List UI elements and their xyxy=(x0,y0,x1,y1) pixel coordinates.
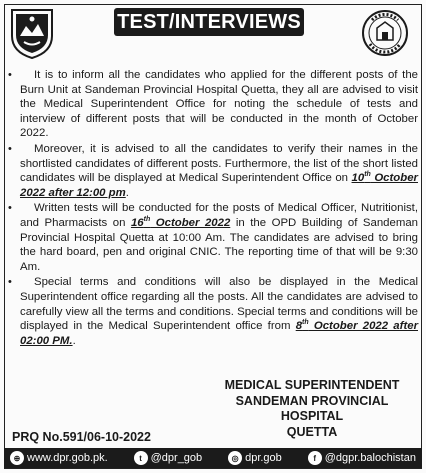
bullet-icon: • xyxy=(8,202,12,215)
social-instagram-text: dpr.gob xyxy=(245,452,282,464)
social-instagram[interactable] xyxy=(228,451,282,465)
bullet-icon: • xyxy=(8,142,12,155)
notice-body xyxy=(8,68,418,349)
social-facebook-text: @dgpr.balochistan xyxy=(324,452,416,464)
bullet-icon: • xyxy=(8,276,12,289)
paragraph-text: Moreover, it is advised to all the candidates to verify their names in the shortlisted candidates of different posts. Furthermore, the list of the short listed candidates will be displayed at Medical Superintendent Office on xyxy=(20,142,418,185)
social-website[interactable] xyxy=(10,451,108,465)
paragraph-4: • Special terms and conditions will also be displayed in the Medical Superintendent office regarding all the posts. All the candidates are advised to carefully view all the terms and conditions. Special terms and conditions will be displayed in the Medical Superintendent office from 8th October 2022 after 02:00 PM.. xyxy=(8,276,418,347)
hospital-seal-logo xyxy=(360,6,410,60)
paragraph-text: Written tests will be conducted for the posts of Medical Officer, Nutritionist, and Pharmacists on xyxy=(20,202,418,229)
title-banner xyxy=(114,8,304,36)
balochistan-government-logo xyxy=(6,6,58,60)
paragraph-2: • Moreover, it is advised to all the candidates to verify their names in the shortlisted candidates of different posts. Furthermore, the list of the short listed candidates will be displayed at Medical Superintendent Office on 10th October 2022 after 12:00 pm. xyxy=(8,142,418,199)
paragraph-1 xyxy=(8,68,418,141)
page-title: TEST/INTERVIEWS xyxy=(117,10,301,33)
social-twitter-text: @dpr_gob xyxy=(150,452,203,464)
date-highlight: 10th October 2022 after 12:00 pm xyxy=(20,171,418,199)
prq-number: PRQ No.591/06-10-2022 xyxy=(12,430,151,444)
date-highlight: 8th October 2022 after 02:00 PM. xyxy=(20,319,418,347)
signature-city: QUETTA xyxy=(286,424,338,439)
social-website-text: www.dpr.gob.pk. xyxy=(27,452,108,464)
paragraph-text: Special terms and conditions will also be displayed in the Medical Superintendent office regarding all the posts. All the candidates are advised to carefully view all the terms and conditions. Special terms and conditions will be displayed in the Medical Superintendent office from xyxy=(20,276,418,333)
signature-block xyxy=(212,378,412,440)
signature-title: MEDICAL SUPERINTENDENT xyxy=(224,378,400,392)
paragraph-3: • Written tests will be conducted for the posts of Medical Officer, Nutritionist, and Pharmacists on 16th October 2022 in the OPD Building of Sandeman Provincial Hospital Quetta at 10:00 Am. The candidates are advised to bring the hard board, pen and original CNIC. The reporting time of that will be 9:30 Am. xyxy=(8,202,418,273)
social-facebook[interactable] xyxy=(308,451,416,465)
paragraph-text: It is to inform all the candidates who applied for the different posts of the Burn Unit at Sandeman Provincial Hospital Quetta, they all are advised to visit the Medical Superintendent Office for noting the schedule of tests and interview of different posts that will be conducted in the month of October 2022. xyxy=(20,69,418,140)
globe-icon: ⊕ xyxy=(10,451,24,465)
twitter-icon: t xyxy=(134,451,148,465)
facebook-icon: f xyxy=(308,451,322,465)
bullet-icon: • xyxy=(8,69,12,81)
social-twitter[interactable] xyxy=(134,451,203,465)
date-highlight: 16th October 2022 xyxy=(130,216,231,229)
footer-block xyxy=(8,378,418,446)
header xyxy=(6,6,420,66)
instagram-icon: ◎ xyxy=(228,451,242,465)
signature-hospital: SANDEMAN PROVINCIAL HOSPITAL xyxy=(235,393,389,423)
social-bar xyxy=(4,448,422,468)
